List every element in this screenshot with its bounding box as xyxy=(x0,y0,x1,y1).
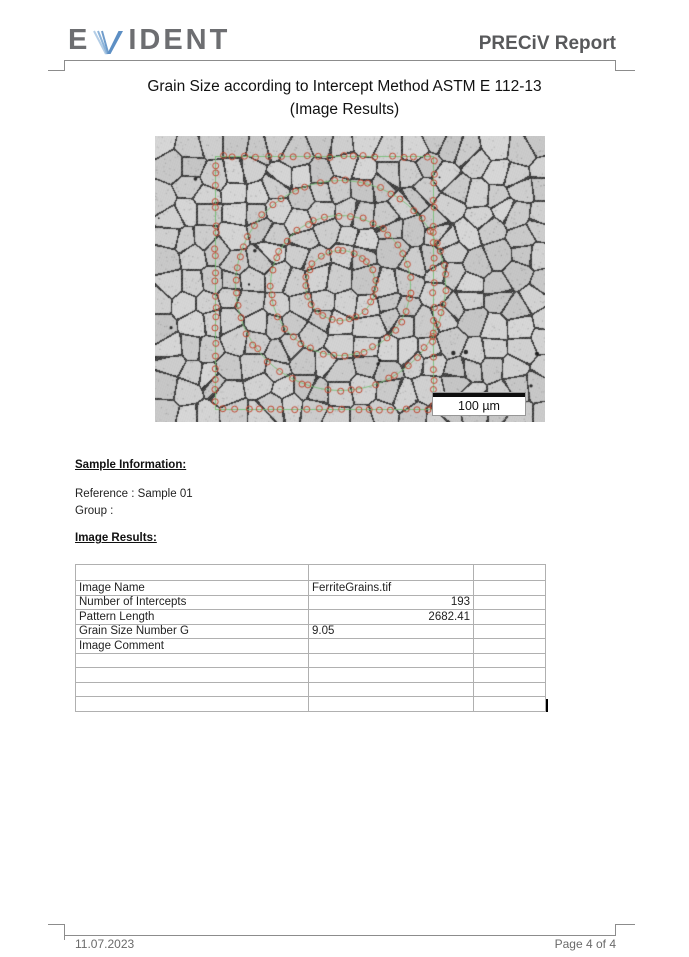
table-row xyxy=(76,653,546,668)
table-cell-extra xyxy=(474,565,546,581)
logo-text-e: E xyxy=(68,24,91,56)
table-cell-value xyxy=(309,682,474,697)
sample-group: Group : xyxy=(75,505,114,517)
footer-rule-outer-left xyxy=(48,924,65,925)
header-rule-outer-right xyxy=(615,70,635,71)
table-cell-label: Pattern Length xyxy=(76,610,309,625)
table-row xyxy=(76,610,546,625)
table-row xyxy=(76,595,546,610)
report-title: PRECiV Report xyxy=(478,33,616,54)
footer-rule-main xyxy=(64,935,616,936)
table-cell-value: FerriteGrains.tif xyxy=(309,581,474,596)
footer-rule-tick-left xyxy=(64,924,65,940)
scale-bar-label: 100 µm xyxy=(458,399,500,413)
footer-date: 11.07.2023 xyxy=(75,937,135,951)
table-cell-label: Number of Intercepts xyxy=(76,595,309,610)
scale-bar xyxy=(432,392,526,416)
table-cell-label xyxy=(76,697,309,712)
table-cell-value: 9.05 xyxy=(309,624,474,639)
text-cursor xyxy=(546,699,548,712)
table-cell-value: 2682.41 xyxy=(309,610,474,625)
table-cell-extra xyxy=(474,624,546,639)
micrograph-figure xyxy=(155,136,545,422)
table-cell-value xyxy=(309,697,474,712)
table-row xyxy=(76,565,546,581)
sample-reference: Reference : Sample 01 xyxy=(75,488,193,500)
table-cell-extra xyxy=(474,610,546,625)
page-title-line1: Grain Size according to Intercept Method ASTM E 112-13 xyxy=(147,78,542,95)
table-row xyxy=(76,581,546,596)
results-table xyxy=(75,564,546,712)
table-cell-extra xyxy=(474,581,546,596)
table-row xyxy=(76,639,546,654)
image-results-heading: Image Results: xyxy=(75,532,157,544)
header-rule-tick-left xyxy=(64,60,65,70)
logo-text-ident: IDENT xyxy=(128,24,231,56)
header-rule-main xyxy=(64,60,616,61)
table-cell-label xyxy=(76,565,309,581)
table-row xyxy=(76,668,546,683)
footer-rule-tick-right xyxy=(615,924,616,935)
table-row xyxy=(76,624,546,639)
table-cell-value xyxy=(309,639,474,654)
table-row xyxy=(76,697,546,712)
micrograph-canvas xyxy=(155,136,545,422)
table-row xyxy=(76,682,546,697)
results-table-body xyxy=(76,565,546,712)
table-cell-label: Image Comment xyxy=(76,639,309,654)
footer-page-number: Page 4 of 4 xyxy=(554,937,616,951)
table-cell-label: Image Name xyxy=(76,581,309,596)
table-cell-label: Grain Size Number G xyxy=(76,624,309,639)
table-cell-extra xyxy=(474,653,546,668)
table-cell-label xyxy=(76,668,309,683)
table-cell-value xyxy=(309,668,474,683)
table-cell-label xyxy=(76,653,309,668)
table-cell-extra xyxy=(474,639,546,654)
footer-rule-outer-right xyxy=(615,924,635,925)
table-cell-value xyxy=(309,653,474,668)
header-rule-outer-left xyxy=(48,70,65,71)
table-cell-value xyxy=(309,565,474,581)
table-cell-extra xyxy=(474,682,546,697)
table-cell-label xyxy=(76,682,309,697)
page-title xyxy=(0,75,689,121)
table-cell-extra xyxy=(474,595,546,610)
header-rule-tick-right xyxy=(615,60,616,70)
table-cell-extra xyxy=(474,668,546,683)
page-title-line2: (Image Results) xyxy=(289,101,400,118)
table-cell-extra xyxy=(474,697,546,712)
evident-logo xyxy=(68,26,230,55)
table-cell-value: 193 xyxy=(309,595,474,610)
logo-v-icon xyxy=(92,30,124,55)
sample-info-heading: Sample Information: xyxy=(75,459,187,471)
